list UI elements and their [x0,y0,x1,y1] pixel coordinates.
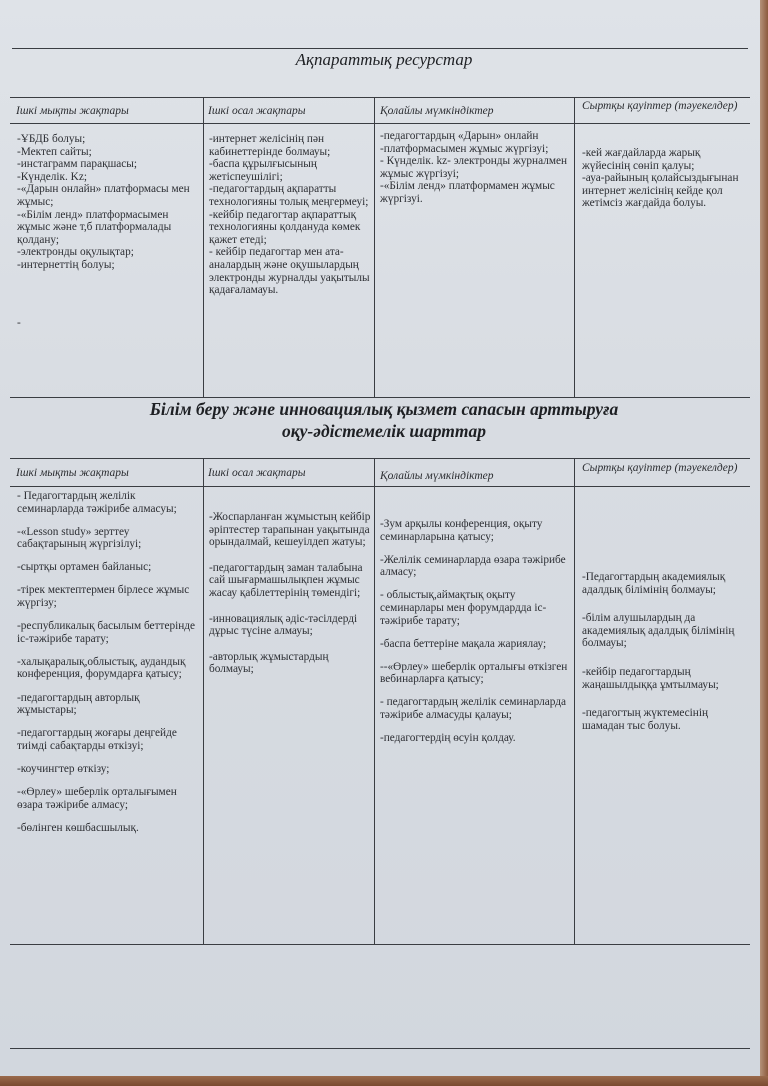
section2-col-divider-1 [203,458,204,944]
list-item: -«Lesson study» зерттеу сабақтарының жүргізілуі; [17,525,142,551]
section1-title: Ақпараттық ресурстар [295,50,473,69]
list-item: -ауа-райының қолайсыздығынан интернет желісінің кейде қол жетімсіз жағдайда болуы. [582,172,739,210]
section2-table-top-border [10,458,750,459]
list-item: -инновациялық әдіс-тәсілдерді дұрыс түсіне алмауы; [209,612,358,638]
list-item: -электронды оқулықтар; [17,246,134,259]
section1-header-strengths: Ішкі мықты жақтары [16,105,129,117]
list-item: -«Білім ленд» платформасымен жұмыс және т,б платформалады қолдану; [17,208,172,246]
list-item: -«Дарын онлайн» платформасы мен жұмыс; [17,183,190,208]
section1-table-top-border [10,97,750,98]
list-item: -Жоспарланған жұмыстың кейбір әріптестер тарапынан уақытында орындалмай, кешеуілдеп жатуы; [209,511,371,549]
list-item: -Желілік семинарларда өзара тәжірибе алмасу; [380,553,566,579]
list-item: -кейбір педагогтар ақпараттық технологияны қолдануда көмек қажет етеді; [209,208,361,246]
section1-col-divider-1 [203,97,204,397]
section1-table-bottom-border [10,397,750,398]
list-item: -кейбір педагогтардың жаңашылдыққа ұмтылмауы; [582,665,719,691]
list-item: -Күнделік. Kz; [17,170,87,183]
list-item: -баспа беттеріне мақала жариялау; [380,637,547,650]
top-rule [12,48,748,49]
list-item: - педагогтардың желілік семинарларда тәжірибе алмасуды қалауы; [380,696,567,722]
section2-table-bottom-border [10,944,750,945]
section1-threats-cell [582,147,742,210]
list-item: -авторлық жұмыстардың болмауы; [209,650,329,676]
list-item: -кей жағдайларда жарық жүйесінің сөніп қалуы; [582,147,701,172]
list-item: -коучингтер өткізу; [17,762,110,775]
list-item: - Күнделік. kz- электронды журналмен жұмыс жүргізуі; [380,155,568,180]
section2-header-strengths: Ішкі мықты жақтары [16,467,129,479]
section2-col-divider-2 [374,458,375,944]
bottom-rule [10,1048,750,1049]
list-item: -республикалық басылым беттерінде іс-тәжірибе тарату; [17,620,196,645]
list-item: -педагогтардың авторлық жұмыстары; [17,691,140,717]
section2-header-weaknesses: Ішкі осал жақтары [208,467,306,479]
section2-col-divider-3 [574,458,575,944]
table-surface-edge-bottom [0,1076,768,1086]
list-item: - Педагогтардың желілік семинарларда тәжірибе алмасуы; [17,490,177,515]
list-item: -бөлінген көшбасшылық. [17,821,139,834]
list-item: -Мектеп сайты; [17,145,92,158]
section2-strengths-cell [17,490,199,845]
section1-header-weaknesses: Ішкі осал жақтары [208,105,306,117]
list-item: -«Білім ленд» платформамен жұмыс жүргізуі. [380,180,555,205]
section1-header-threats: Сыртқы қауіптер (тәуекелдер) [582,100,738,112]
list-item: - [17,316,21,329]
list-item: -білім алушылардың да академиялық адалдық білімінің болмауы; [582,612,735,650]
list-item: -ҰБДБ болуы; [17,133,86,145]
section1-col-divider-2 [374,97,375,397]
section2-header-bottom-border [10,486,750,487]
list-item: -«Өрлеу» шеберлік орталығымен өзара тәжірибе алмасу; [17,786,177,811]
section1-strengths-cell [17,133,199,329]
list-item: -сыртқы ортамен байланыс; [17,561,152,574]
section2-title-line1: Білім беру және инновациялық қызмет сапасын арттыруға [149,399,619,419]
list-item: -педагогтардың «Дарын» онлайн -платформасымен жұмыс жүргізуі; [380,130,549,155]
section2-header-opportunities: Қолайлы мүмкіндіктер [380,470,494,482]
list-item: -педагогтардың ақпаратты технологияны толық меңгермеуі; [209,183,369,208]
list-item: -халықаралық,облыстық, аудандық конференция, форумдарға қатысу; [17,655,186,681]
section2-opportunities-cell [380,518,572,755]
section1-header-bottom-border [10,123,750,124]
list-item: -Педагогтардың академиялық адалдық білімінің болмауы; [582,571,726,596]
list-item: -инстаграмм парақшасы; [17,158,138,171]
section1-weaknesses-cell [209,133,371,297]
section2-title-line2: оқу-әдістемелік шарттар [282,421,486,441]
section1-col-divider-3 [574,97,575,397]
list-item: --«Өрлеу» шеберлік орталығы өткізген вебинарларға қатысу; [380,660,568,686]
list-item: -Зум арқылы конференция, оқыту семинарларына қатысу; [380,518,543,543]
section1-header-opportunities: Қолайлы мүмкіндіктер [380,105,494,117]
list-item: -баспа құрылғысының жетіспеушілігі; [209,158,317,183]
list-item: -педагогтердің өсуін қолдау. [380,732,516,745]
list-item: - облыстық,аймақтық оқыту семинарлары мен форумдардда іс-тәжірибе тарату; [380,589,547,627]
list-item: -педагогтың жүктемесінің шамадан тыс болуы. [582,707,709,732]
section2-threats-cell [582,571,744,732]
list-item: - кейбір педагогтар мен ата-аналардың және оқушылардың электронды журналды уақытылы қадағаламауы. [209,246,370,297]
section2-weaknesses-cell [209,511,371,686]
list-item: -интернет желісінің пән кабинеттерінде болмауы; [209,133,331,158]
section2-header-threats: Сыртқы қауіптер (тәуекелдер) [582,462,738,474]
list-item: -тірек мектептермен бірлесе жұмыс жүргізу; [17,584,190,610]
list-item: -интернеттің болуы; [17,258,115,271]
section1-opportunities-cell [380,130,572,206]
list-item: -педагогтардың заман талабына сай шығармашылықпен жұмыс жасау қабілеттерінің төмендігі; [209,561,363,599]
table-surface-edge [760,0,768,1086]
list-item: -педагогтардың жоғары деңгейде тиімді сабақтарды өткізуі; [17,727,177,752]
